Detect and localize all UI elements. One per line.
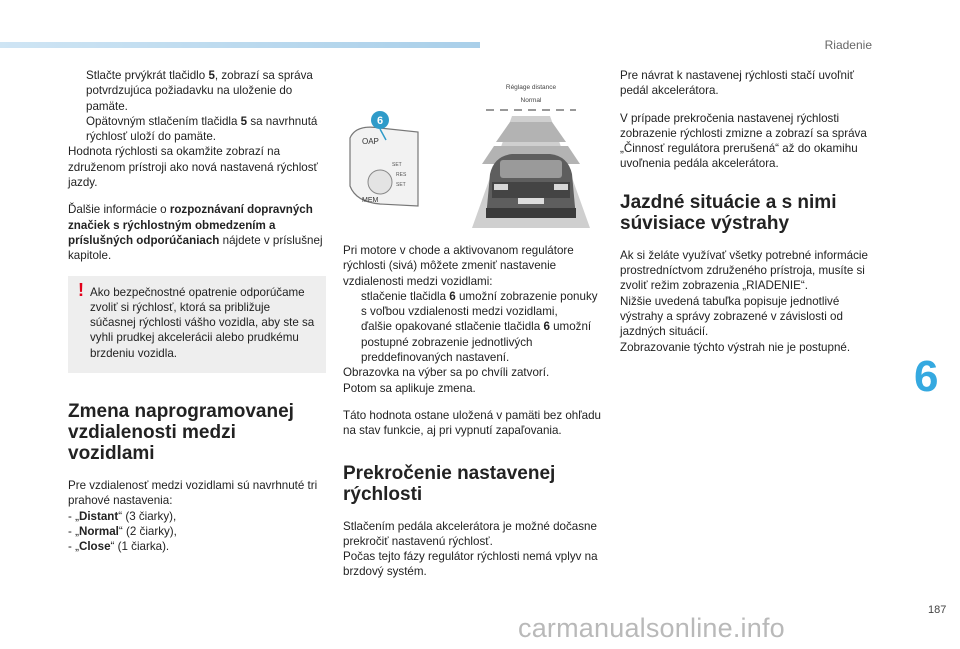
stalk-label: SET [392,162,402,168]
column-middle [343,243,601,592]
paragraph: Pri motore v chode a aktivovanom regulátore rýchlosti (sivá) môžete zmeniť nastavenie vzdialenosti medzi vozidlami: [343,244,574,288]
list-item: ďalšie opakované stlačenie tlačidla 6 umožní postupné zobrazenie jednotlivých preddefinovaných nastavení. [361,320,592,365]
warning-text: Ako bezpečnostné opatrenie odporúčame zvoliť si rýchlosť, ktorá sa približuje súčasnej rýchlosti vášho vozidla, aby ste sa vyhli prudkej akcelerácii alebo prudkému brzdeniu vozidla. [90,285,315,360]
figure-illustration [340,78,608,228]
column-right [620,68,878,355]
watermark: carmanualsonline.info [518,613,785,643]
paragraph: V prípade prekročenia nastavenej rýchlosti zobrazenie rýchlosti zmizne a zobrazí sa správa „Činnosť regulátora prerušená“ až do okamihu uvoľnenia pedála akcelerátora. [620,111,867,171]
heading-speed-exceed: Prekročenie nastavenej rýchlosti [343,462,556,505]
screen-mode: Normal [520,97,542,104]
heading-distance: Zmena naprogramovanej vzdialenosti medzi vozidlami [68,401,294,465]
list-item: stlačenie tlačidla 6 umožní zobrazenie ponuky s voľbou vzdialenosti medzi vozidlami, [361,289,598,319]
page-number: 187 [928,604,947,616]
display-screen [458,78,603,228]
paragraph: Ak si želáte využívať všetky potrebné informácie prostredníctvom združeného prístroja, musíte si zvoliť režim zobrazenia „RIADENIE“. [620,248,868,293]
figure-distance-setting [340,78,608,228]
cruise-stalk-icon [350,127,418,206]
stalk-label: SET [396,182,406,188]
warning-icon: ! [78,279,84,300]
stalk-label: MEM [362,197,379,204]
list-item: Stlačte prvýkrát tlačidlo 5, zobrazí sa správa potvrdzujúca požiadavku na uloženie do pamäte. [86,69,313,113]
heading-driving-situations: Jazdné situácie a s nimi súvisiace výstrahy [620,191,837,234]
warning-box [68,276,326,373]
paragraph: Obrazovka na výber sa po chvíli zatvorí. [343,366,550,380]
paragraph: Hodnota rýchlosti sa okamžite zobrazí na združenom prístroji ako nová nastavená rýchlosť jazdy. [68,145,318,190]
list-item: Opätovným stlačením tlačidla 5 sa navrhnutá rýchlosť uloží do pamäte. [86,114,318,144]
stalk-label: OAP [362,137,379,146]
list-item: - „Close“ (1 čiarka). [68,540,170,554]
paragraph: Stlačením pedála akcelerátora je možné dočasne prekročiť nastavenú rýchlosť. [343,519,597,548]
paragraph: Zobrazovanie týchto výstrah nie je postupné. [620,340,851,354]
paragraph: Táto hodnota ostane uložená v pamäti bez ohľadu na stav funkcie, aj pri vypnutí zapaľovania. [343,408,601,438]
column-left [68,68,326,555]
paragraph: Potom sa aplikuje zmena. [343,381,476,395]
paragraph: Pre vzdialenosť medzi vozidlami sú navrhnuté tri prahové nastavenia: [68,479,318,508]
screen-title: Réglage distance [505,84,557,91]
paragraph: Nižšie uvedená tabuľka popisuje jednotlivé výstrahy a správy zobrazené v závislosti od jazdných situácií. [620,294,843,339]
paragraph: Pre návrat k nastavenej rýchlosti stačí uvoľniť pedál akcelerátora. [620,69,854,98]
section-title: Riadenie [824,38,872,52]
chapter-number: 6 [914,352,939,401]
car-icon [486,154,576,218]
paragraph: Ďalšie informácie o rozpoznávaní dopravných značiek s rýchlostným obmedzením a príslušných odporúčaniach nájdete v príslušnej kapitole. [68,203,323,263]
list-item: - „Normal“ (2 čiarky), [68,524,177,538]
header-accent-bar [0,42,480,48]
stalk-label: RES [396,172,407,178]
list-item: - „Distant“ (3 čiarky), [68,509,177,523]
svg-text:6: 6 [376,115,384,127]
paragraph: Počas tejto fázy regulátor rýchlosti nemá vplyv na brzdový systém. [343,550,598,579]
